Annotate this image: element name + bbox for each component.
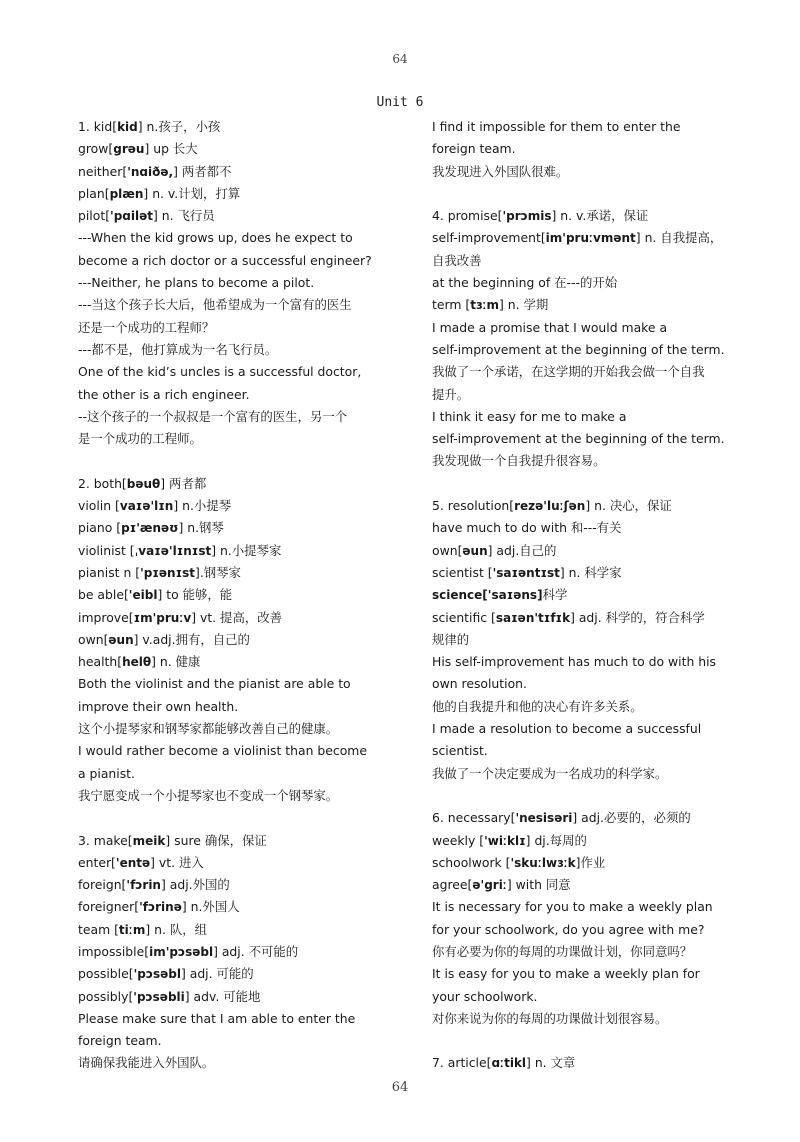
text-line [432, 852, 757, 874]
phonetic: saɪən'tɪfɪk [495, 610, 571, 625]
text-line [432, 384, 757, 406]
line-text: I find it impossible for them to enter the [432, 119, 681, 134]
text-line [78, 896, 403, 918]
line-text: 5. resolution[ [432, 498, 515, 514]
phonetic: ɑːtikl [491, 1056, 527, 1071]
line-text: 你有必要为你的每周的功课做计划，你同意吗？ [432, 943, 693, 959]
line-text: 我发现做一个自我提升很容易。 [432, 453, 606, 469]
line-text: grow[ [78, 141, 114, 157]
text-line [432, 1008, 757, 1030]
line-text: scientific [ [432, 609, 496, 625]
text-line [432, 718, 757, 740]
text-line [78, 607, 403, 629]
text-line [78, 138, 403, 160]
text-line [78, 763, 403, 785]
line-text: neither[ [78, 163, 128, 179]
text-line [432, 740, 757, 762]
text-line [78, 941, 403, 963]
phonetic: im'pɔsəbl [149, 944, 214, 959]
text-line [432, 272, 757, 294]
text-line [432, 673, 757, 695]
line-text-tail: ] sure 确保，保证 [165, 832, 267, 848]
line-text: pianist n [ [78, 564, 141, 580]
text-line [78, 718, 403, 740]
line-text: team [ [78, 921, 119, 937]
line-text: 自我改善 [432, 252, 482, 268]
text-line [78, 517, 403, 539]
line-text: improve[ [78, 609, 134, 625]
text-line [432, 896, 757, 918]
text-line [78, 874, 403, 896]
line-text: own[ [432, 542, 463, 558]
phonetic: 'skuːlwɜːk [510, 855, 576, 870]
line-text: a pianist. [78, 765, 135, 781]
line-text-tail: ] n.钢琴 [178, 520, 224, 536]
line-text: I made a resolution to become a successful [432, 721, 702, 737]
text-line [78, 963, 403, 985]
phonetic: bəuθ [126, 476, 161, 491]
line-text: become a rich doctor or a successful engineer? [78, 252, 372, 268]
phonetic: 'pɔsəbl [133, 967, 181, 982]
line-text: weekly [ [432, 832, 485, 848]
line-text-tail: ] up 长大 [144, 141, 198, 157]
line-text: 4. promise[ [432, 208, 503, 224]
line-text: ---都不是，他打算成为一名飞行员。 [78, 341, 278, 357]
phonetic: əun [108, 632, 134, 647]
line-text: It is necessary for you to make a weekly plan [432, 899, 713, 915]
phonetic: tɜːm [470, 298, 500, 313]
line-text: the other is a rich engineer. [78, 386, 250, 402]
line-text-tail: ] n. v.计划，打算 [143, 185, 241, 201]
line-text: foreign[ [78, 877, 127, 893]
text-line [78, 785, 403, 807]
line-text: impossible[ [78, 943, 150, 959]
line-text: I think it easy for me to make a [432, 408, 627, 424]
phonetic: 'pɪənɪst [140, 565, 195, 580]
line-text: 对你来说为你的每周的功课做计划很容易。 [432, 1010, 668, 1026]
line-text-tail: 科学 [542, 587, 568, 603]
line-text-tail: ] n. 飞行员 [153, 208, 215, 224]
line-text-tail: ] adj.自己的 [487, 542, 557, 558]
line-text-tail: ] vt. 提高，改善 [191, 609, 283, 625]
phonetic: 'nɑiðə, [127, 164, 174, 179]
text-line [432, 1052, 757, 1074]
line-text-tail: ] n.小提琴家 [211, 542, 282, 558]
text-line [78, 428, 403, 450]
text-line [78, 629, 403, 651]
line-text-tail: ].钢琴家 [195, 564, 241, 580]
text-line [432, 205, 757, 227]
line-text-tail: ] adj. 科学的，符合科学 [570, 609, 705, 625]
phonetic: vaɪə'lɪn [119, 499, 174, 514]
line-text: violin [ [78, 498, 120, 514]
text-line [78, 317, 403, 339]
text-line [432, 227, 757, 249]
line-text: term [ [432, 297, 471, 313]
line-text-tail: ] adj.外国的 [160, 877, 230, 893]
line-text-tail: ] n.孩子，小孩 [137, 119, 221, 134]
text-line [78, 986, 403, 1008]
line-text-tail: ]作业 [575, 854, 606, 870]
line-text: 请确保我能进入外国队。 [78, 1055, 215, 1071]
line-text-tail: ] adj.必要的，必须的 [572, 810, 691, 826]
line-text: 3. make[ [78, 832, 133, 848]
text-line [78, 473, 403, 495]
line-text: 这个小提琴家和钢琴家都能够改善自己的健康。 [78, 721, 339, 737]
line-text-tail: ] v.adj.拥有，自己的 [133, 631, 250, 647]
spacer [432, 1030, 757, 1052]
line-text: 提升。 [432, 386, 470, 402]
line-text: I would rather become a violinist than become [78, 743, 367, 759]
text-line [432, 250, 757, 272]
line-text: One of the kid’s uncles is a successful doctor, [78, 364, 362, 380]
line-text: 我宁愿变成一个小提琴家也不变成一个钢琴家。 [78, 787, 339, 803]
text-line [432, 607, 757, 629]
line-text-tail: ] n. 科学家 [559, 564, 622, 580]
phonetic: əun [462, 543, 488, 558]
text-line [432, 428, 757, 450]
line-text: ---Neither, he plans to become a pilot. [78, 275, 315, 291]
text-line [432, 294, 757, 316]
phonetic: meik [132, 833, 166, 848]
line-text: be able[ [78, 587, 129, 603]
text-line [432, 361, 757, 383]
text-line [78, 361, 403, 383]
line-text: plan[ [78, 185, 110, 201]
line-text-tail: ] adj. 可能的 [180, 966, 254, 982]
line-text-tail: ] n. 文章 [526, 1055, 576, 1071]
line-text-tail: ] vt. 进入 [150, 854, 204, 870]
text-line [432, 406, 757, 428]
line-text: foreigner[ [78, 899, 140, 915]
text-line [78, 584, 403, 606]
text-line [78, 562, 403, 584]
line-text: foreign team. [78, 1033, 162, 1049]
phonetic: 'entə [115, 855, 151, 870]
line-text: own[ [78, 631, 109, 647]
line-text: 我发现进入外国队很难。 [432, 163, 569, 179]
spacer [432, 473, 757, 495]
text-line [78, 830, 403, 852]
line-text: self-improvement at the beginning of the term. [432, 341, 725, 357]
text-line [78, 339, 403, 361]
line-text: 6. necessary[ [432, 810, 516, 826]
text-line [78, 540, 403, 562]
unit-title: Unit 6 [376, 95, 424, 110]
line-text: 我做了一个承诺，在这学期的开始我会做一个自我 [432, 364, 705, 380]
line-text-tail: ] dj.每周的 [525, 832, 587, 848]
phonetic: helθ [122, 655, 152, 670]
line-text: violinist [ [78, 542, 135, 558]
text-line [432, 941, 757, 963]
line-text-tail: ] to 能够，能 [157, 587, 233, 603]
text-line [432, 339, 757, 361]
text-line [432, 161, 757, 183]
line-text: ---When the kid grows up, does he expect to [78, 230, 353, 246]
line-text-tail: ] n. 队，组 [145, 921, 208, 937]
text-line [78, 1030, 403, 1052]
text-line [78, 205, 403, 227]
text-line [432, 919, 757, 941]
line-text: 他的自我提升和他的决心有许多关系。 [432, 698, 643, 714]
phonetic: im'pruːvmənt [545, 231, 636, 246]
page-number-bottom: 64 [391, 1080, 409, 1095]
left-column [78, 116, 403, 1075]
text-line [78, 272, 403, 294]
text-line [78, 227, 403, 249]
text-line [432, 986, 757, 1008]
text-line [78, 384, 403, 406]
line-text: 2. both[ [78, 475, 127, 491]
phonetic: 'fɔrin [126, 878, 161, 893]
line-text: possible[ [78, 966, 134, 982]
line-text: 7. article[ [432, 1055, 492, 1071]
line-text: 还是一个成功的工程师？ [78, 319, 215, 335]
text-line [432, 116, 757, 138]
phonetic: 'fɔrinə [139, 900, 182, 915]
right-column [432, 116, 757, 1075]
phonetic: 'wiːklɪ [484, 833, 526, 848]
line-text: scientist. [432, 743, 488, 759]
text-line [432, 763, 757, 785]
phonetic: kid [117, 120, 138, 134]
line-text-tail: ] adv. 可能地 [184, 988, 261, 1004]
phonetic: rezə'luːʃən [514, 499, 586, 514]
line-text: Please make sure that I am able to enter the [78, 1010, 356, 1026]
line-text: possibly[ [78, 988, 134, 1004]
line-text: 是一个成功的工程师。 [78, 431, 202, 447]
spacer [432, 183, 757, 205]
text-line [432, 696, 757, 718]
line-text: 1. kid[ [78, 119, 118, 134]
phonetic: 'nesisəri [515, 811, 573, 826]
line-text-tail: ] with 同意 [506, 877, 571, 893]
phonetic: tiːm [118, 922, 146, 937]
line-text: have much to do with 和---有关 [432, 520, 622, 536]
line-text-tail: ] 两者都 [160, 475, 207, 491]
text-line [432, 830, 757, 852]
phonetic: 'prɔmis [502, 209, 552, 224]
text-line [78, 406, 403, 428]
line-text: improve their own health. [78, 698, 239, 714]
text-line [78, 696, 403, 718]
phonetic: science['saɪəns] [432, 588, 543, 603]
line-text-tail: ] n.小提琴 [173, 498, 232, 514]
line-text-tail: ] n. 决心，保证 [585, 498, 672, 514]
line-text: self-improvement at the beginning of the term. [432, 431, 725, 447]
line-text: pilot[ [78, 208, 111, 224]
line-text: for your schoolwork, do you agree with me? [432, 921, 705, 937]
line-text-tail: ] adj. 不可能的 [213, 943, 299, 959]
phonetic: 'pɑilət [110, 209, 153, 224]
phonetic: pɪ'ænəʊ [121, 521, 179, 536]
line-text-tail: ] n. 学期 [499, 297, 549, 313]
line-text: 规律的 [432, 631, 470, 647]
text-line [78, 1008, 403, 1030]
text-line [78, 116, 403, 138]
text-line [432, 138, 757, 160]
line-text: foreign team. [432, 141, 516, 157]
line-text: It is easy for you to make a weekly plan for [432, 966, 700, 982]
line-text: Both the violinist and the pianist are able to [78, 676, 351, 692]
text-line [432, 963, 757, 985]
line-text: own resolution. [432, 676, 527, 692]
text-line [432, 562, 757, 584]
line-text-tail: ] 两者都不 [173, 163, 232, 179]
line-text: your schoolwork. [432, 988, 538, 1004]
text-line [78, 651, 403, 673]
text-line [432, 517, 757, 539]
spacer [78, 450, 403, 472]
line-text: His self-improvement has much to do with his [432, 654, 717, 670]
line-text-tail: ] n.外国人 [181, 899, 240, 915]
line-text-tail: ] n. 健康 [151, 654, 201, 670]
text-line [432, 450, 757, 472]
text-line [432, 874, 757, 896]
text-line [78, 852, 403, 874]
spacer [78, 807, 403, 829]
text-line [78, 919, 403, 941]
text-line [432, 584, 757, 606]
line-text: 我做了一个决定要成为一名成功的科学家。 [432, 765, 668, 781]
line-text: agree[ [432, 877, 473, 893]
line-text: piano [ [78, 520, 122, 536]
line-text: self-improvement[ [432, 230, 546, 246]
line-text: I made a promise that I would make a [432, 319, 668, 335]
phonetic: ə'griː [472, 878, 507, 893]
line-text: --这个孩子的一个叔叔是一个富有的医生，另一个 [78, 408, 348, 424]
text-line [78, 161, 403, 183]
phonetic: 'pɔsəbli [133, 989, 185, 1004]
line-text: scientist [ [432, 564, 493, 580]
phonetic: 'eibl [128, 588, 158, 603]
text-line [78, 673, 403, 695]
line-text: schoolwork [ [432, 854, 511, 870]
line-text-tail: ] n. 自我提高， [635, 230, 723, 246]
text-line [78, 294, 403, 316]
text-line [432, 651, 757, 673]
line-text: at the beginning of 在---的开始 [432, 275, 618, 291]
line-text-tail: ] n. v.承诺，保证 [551, 208, 649, 224]
phonetic: plæn [109, 186, 144, 201]
text-line [432, 495, 757, 517]
text-line [78, 495, 403, 517]
text-line [78, 740, 403, 762]
text-line [432, 629, 757, 651]
text-line [432, 540, 757, 562]
line-text: health[ [78, 654, 123, 670]
phonetic: ˌvaɪə'lɪnɪst [134, 543, 212, 558]
text-line [78, 250, 403, 272]
spacer [432, 785, 757, 807]
text-line [78, 1052, 403, 1074]
line-text: ---当这个孩子长大后，他希望成为一个富有的医生 [78, 297, 352, 313]
text-line [432, 317, 757, 339]
line-text: enter[ [78, 854, 116, 870]
phonetic: 'saɪəntɪst [492, 565, 560, 580]
text-line [78, 183, 403, 205]
text-line [432, 807, 757, 829]
phonetic: grəu [113, 142, 145, 157]
phonetic: ɪm'pruːv [133, 610, 192, 625]
page-number-top: 64 [392, 52, 408, 66]
